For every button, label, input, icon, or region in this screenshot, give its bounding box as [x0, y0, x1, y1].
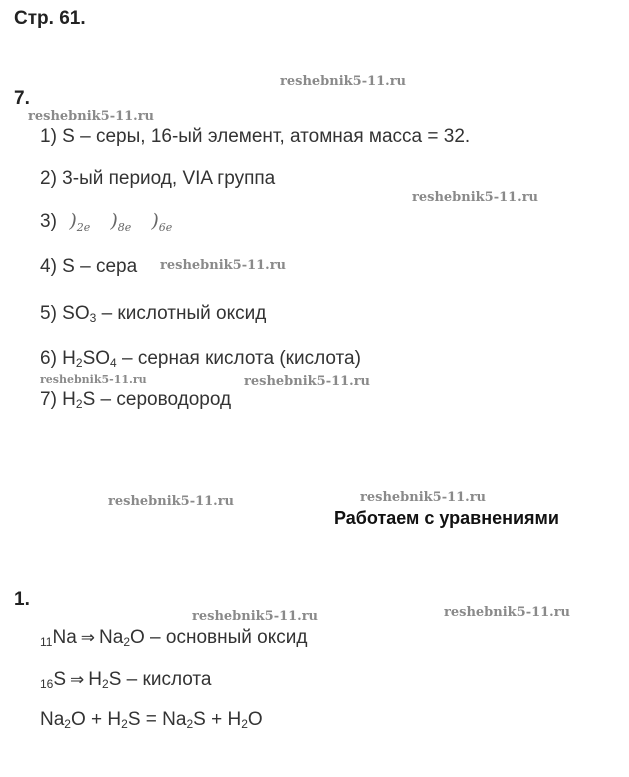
equation-line-3: $Na_2O + H_2S = Na_2S + H_2O$	[40, 709, 263, 731]
watermark: reshebnik5-11.ru	[192, 609, 319, 624]
task-7-item-4: 4) S – сера	[40, 256, 138, 277]
section-heading: Работаем с уравнениями	[334, 508, 559, 528]
task-7-number: 7.	[14, 88, 30, 109]
equation-line-1: $_{11}$Na ⇒ $Na_2O$ – основный оксид	[40, 627, 308, 649]
task-1-number: 1.	[14, 589, 30, 610]
task-7-item-6: 6) $H_2SO_4$ – серная кислота (кислота)	[40, 348, 361, 370]
watermark: reshebnik5-11.ru	[108, 494, 235, 509]
watermark: reshebnik5-11.ru	[244, 374, 371, 389]
watermark: reshebnik5-11.ru	[28, 109, 155, 124]
task-7-item-5: 5) $SO_3$ – кислотный оксид	[40, 303, 267, 325]
page-label: Стр. 61.	[14, 8, 86, 29]
watermark: reshebnik5-11.ru	[412, 190, 539, 205]
equation-line-2: $_{16}$S ⇒ $H_2S$ – кислота	[40, 669, 212, 691]
item-3-label: 3)	[40, 211, 57, 232]
watermark: reshebnik5-11.ru	[444, 605, 571, 620]
electron-shells	[69, 210, 186, 232]
electron-shell: )$_{2e}$	[69, 210, 91, 234]
task-7-item-7: 7) $H_2S$ – сероводород	[40, 389, 232, 411]
task-7-item-1: 1) S – серы, 16-ый элемент, атомная масса = 32.	[40, 126, 471, 147]
watermark: reshebnik5-11.ru	[160, 258, 287, 273]
task-7-item-3	[40, 210, 186, 234]
watermark: reshebnik5-11.ru	[360, 490, 487, 505]
arrow-icon: ⇒	[80, 628, 96, 648]
arrow-icon: ⇒	[70, 670, 85, 690]
watermark: reshebnik5-11.ru	[280, 74, 407, 89]
task-7-item-2: 2) 3-ый период, VIA группа	[40, 168, 276, 189]
electron-shell: )$_{6e}$	[151, 210, 173, 234]
watermark: reshebnik5-11.ru	[40, 373, 147, 386]
electron-shell: )$_{8e}$	[110, 210, 132, 234]
